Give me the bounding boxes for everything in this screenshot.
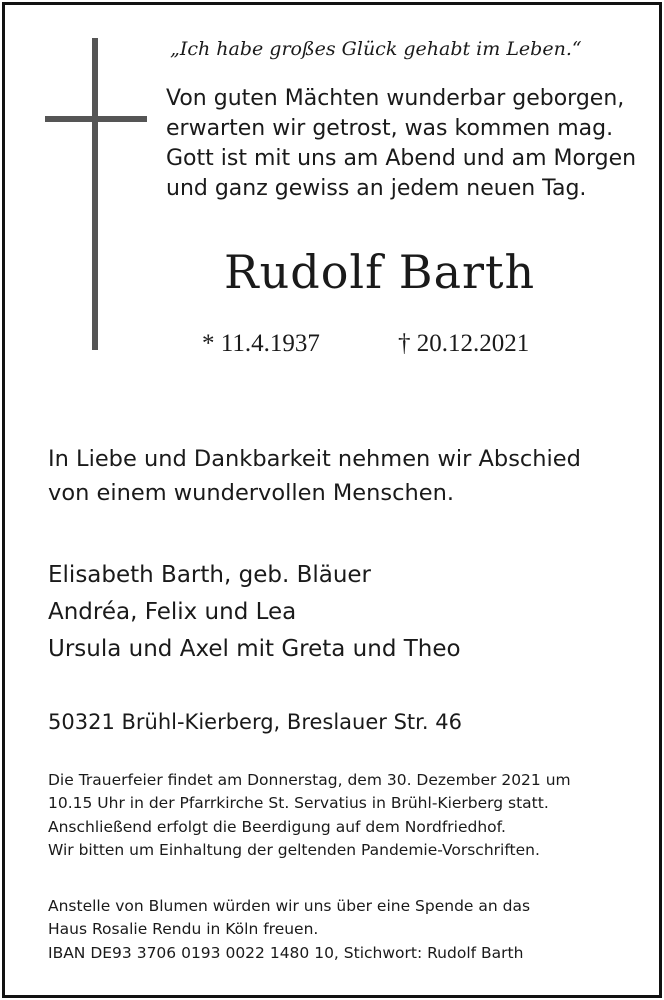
- family-line: Andréa, Felix und Lea: [48, 599, 297, 625]
- family-address: 50321 Brühl-Kierberg, Breslauer Str. 46: [48, 710, 462, 734]
- notice-line: 10.15 Uhr in der Pfarrkirche St. Servatius in Brühl-Kierberg statt.: [48, 794, 549, 813]
- notice-line: Anschließend erfolgt die Beerdigung auf dem Nordfriedhof.: [48, 817, 506, 836]
- farewell-line: von einem wundervollen Menschen.: [48, 480, 455, 506]
- notice-line: Die Trauerfeier findet am Donnerstag, dem 30. Dezember 2021 um: [48, 771, 571, 789]
- poem-line: Von guten Mächten wunderbar geborgen,: [166, 86, 625, 111]
- funeral-notice: [48, 769, 638, 862]
- farewell-line: In Liebe und Dankbarkeit nehmen wir Abschied: [48, 446, 581, 472]
- poem-line: Gott ist mit uns am Abend und am Morgen: [166, 146, 637, 171]
- deceased-name: Rudolf Barth: [224, 245, 536, 299]
- cross-horizontal-beam: [45, 116, 147, 122]
- donation-line: IBAN DE93 3706 0193 0022 1480 10, Stichwort: Rudolf Barth: [48, 943, 524, 962]
- notice-line: Wir bitten um Einhaltung der geltenden Pandemie-Vorschriften.: [48, 840, 540, 859]
- farewell-text: [48, 442, 628, 510]
- donation-line: Haus Rosalie Rendu in Köln freuen.: [48, 920, 319, 939]
- family-list: [48, 557, 628, 668]
- family-line: Ursula und Axel mit Greta und Theo: [48, 636, 461, 662]
- poem-line: erwarten wir getrost, was kommen mag.: [166, 116, 614, 141]
- poem-line: und ganz gewiss an jedem neuen Tag.: [166, 176, 587, 201]
- death-date: † 20.12.2021: [398, 330, 530, 357]
- poem: [166, 84, 636, 204]
- birth-date: * 11.4.1937: [202, 330, 320, 357]
- family-line: Elisabeth Barth, geb. Bläuer: [48, 562, 372, 588]
- quote: „Ich habe großes Glück gehabt im Leben.“: [170, 38, 582, 60]
- donation-notice: [48, 895, 638, 965]
- donation-line: Anstelle von Blumen würden wir uns über eine Spende an das: [48, 897, 531, 915]
- cross-vertical-beam: [92, 38, 98, 350]
